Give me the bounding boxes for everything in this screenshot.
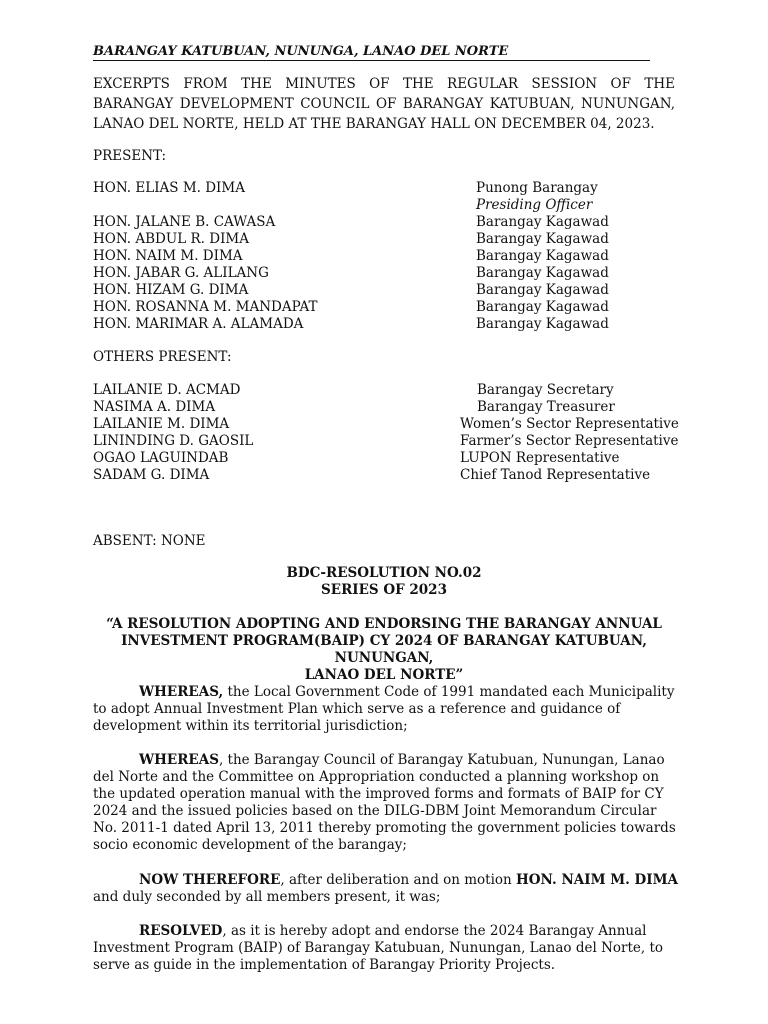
list-item (93, 248, 693, 265)
list-item (93, 299, 693, 316)
list-item (93, 450, 693, 467)
member-name: HON. HIZAM G. DIMA (93, 282, 249, 298)
list-item (93, 382, 693, 399)
absent-line: ABSENT: NONE (93, 533, 206, 549)
list-item (93, 265, 693, 282)
present-label: PRESENT: (93, 148, 167, 164)
member-role: Barangay Kagawad (476, 231, 609, 247)
member-role: Presiding Officer (476, 197, 593, 213)
member-name: LAILANIE D. ACMAD (93, 382, 241, 398)
member-role: Barangay Treasurer (477, 399, 615, 415)
resolution-title-line: INVESTMENT PROGRAM(BAIP) CY 2024 OF BARANGAY KATUBUAN, NUNUNGAN, (121, 633, 647, 666)
resolution-title-line: “A RESOLUTION ADOPTING AND ENDORSING THE BARANGAY ANNUAL (106, 616, 662, 632)
list-item (93, 399, 693, 416)
member-role: Chief Tanod Representative (460, 467, 651, 483)
list-item (93, 316, 693, 333)
list-item (93, 467, 693, 484)
member-role: Barangay Kagawad (476, 265, 609, 281)
resolved-paragraph (93, 923, 678, 974)
member-name: SADAM G. DIMA (93, 467, 210, 483)
list-item (93, 433, 693, 450)
clause-text: , as it is hereby adopt and endorse the 2024 Barangay Annual Investment Program (BAIP) of Barangay Katubuan, Nunungan, Lanao del Norte, to serve as guide in the implementation of Barangay Priority Projects. (93, 923, 664, 973)
header-location: BARANGAY KATUBUAN, NUNUNGA, LANAO DEL NORTE (93, 44, 509, 59)
member-name: LAILANIE M. DIMA (93, 416, 230, 432)
whereas-paragraph-2 (93, 752, 678, 854)
member-name: HON. MARIMAR A. ALAMADA (93, 316, 304, 332)
list-item (93, 282, 693, 299)
resolution-number: BDC-RESOLUTION NO.02 (286, 565, 482, 581)
list-item (93, 214, 693, 231)
member-name: HON. JABAR G. ALILANG (93, 265, 269, 281)
member-role: Barangay Kagawad (476, 282, 609, 298)
whereas-paragraph-1 (93, 684, 678, 735)
member-role: Barangay Kagawad (476, 214, 609, 230)
now-therefore-paragraph (93, 872, 678, 906)
member-role: Barangay Kagawad (476, 248, 609, 264)
list-item (93, 180, 693, 197)
member-role: Barangay Secretary (477, 382, 614, 398)
clause-lead: NOW THEREFORE (139, 872, 281, 888)
member-role: LUPON Representative (460, 450, 620, 466)
member-role: Farmer’s Sector Representative (460, 433, 679, 449)
member-name: HON. ELIAS M. DIMA (93, 180, 245, 196)
list-item (93, 231, 693, 248)
document-header (93, 44, 650, 61)
member-name: LININDING D. GAOSIL (93, 433, 254, 449)
member-role: Barangay Kagawad (476, 299, 609, 315)
mover-name: HON. NAIM M. DIMA (516, 872, 678, 888)
resolution-title-line: LANAO DEL NORTE” (304, 667, 464, 683)
list-item (93, 416, 693, 433)
present-list (93, 180, 693, 333)
member-role: Barangay Kagawad (476, 316, 609, 332)
member-role: Punong Barangay (476, 180, 598, 196)
member-name: HON. JALANE B. CAWASA (93, 214, 276, 230)
others-present-list (93, 382, 693, 484)
others-present-label: OTHERS PRESENT: (93, 349, 232, 365)
member-name: NASIMA A. DIMA (93, 399, 216, 415)
clause-text: , after deliberation and on motion (280, 872, 517, 888)
member-name: HON. ABDUL R. DIMA (93, 231, 249, 247)
resolution-series: SERIES OF 2023 (321, 582, 447, 598)
member-name: OGAO LAGUINDAB (93, 450, 229, 466)
clause-lead: RESOLVED (139, 923, 223, 939)
intro-paragraph: EXCERPTS FROM THE MINUTES OF THE REGULAR SESSION OF THE BARANGAY DEVELOPMENT COUNCIL OF BARANGAY KATUBUAN, NUNUNGAN, LANAO DEL NORTE, HELD AT THE BARANGAY HALL ON DECEMBER 04, 2023. (93, 76, 675, 132)
clause-lead: WHEREAS (139, 752, 219, 768)
clause-lead: WHEREAS, (139, 684, 224, 700)
member-role: Women’s Sector Representative (460, 416, 679, 432)
list-item (93, 197, 693, 214)
clause-text: the Local Government Code of 1991 mandated each Municipality to adopt Annual Investment Plan which serve as a reference and guidance of development within its territorial jurisdiction; (93, 684, 675, 734)
member-name: HON. ROSANNA M. MANDAPAT (93, 299, 318, 315)
clause-text: , the Barangay Council of Barangay Katubuan, Nunungan, Lanao del Norte and the Committee on Appropriation conducted a planning workshop on the updated operation manual with the improved forms and formats of BAIP for CY 2024 and the issued policies based on the DILG-DBM Joint Memorandum Circular No. 2011-1 dated April 13, 2011 thereby promoting the government policies towards socio economic development of the barangay; (93, 752, 676, 853)
resolution-title (93, 616, 675, 684)
clause-text: and duly seconded by all members present, it was; (93, 889, 441, 905)
member-name: HON. NAIM M. DIMA (93, 248, 243, 264)
